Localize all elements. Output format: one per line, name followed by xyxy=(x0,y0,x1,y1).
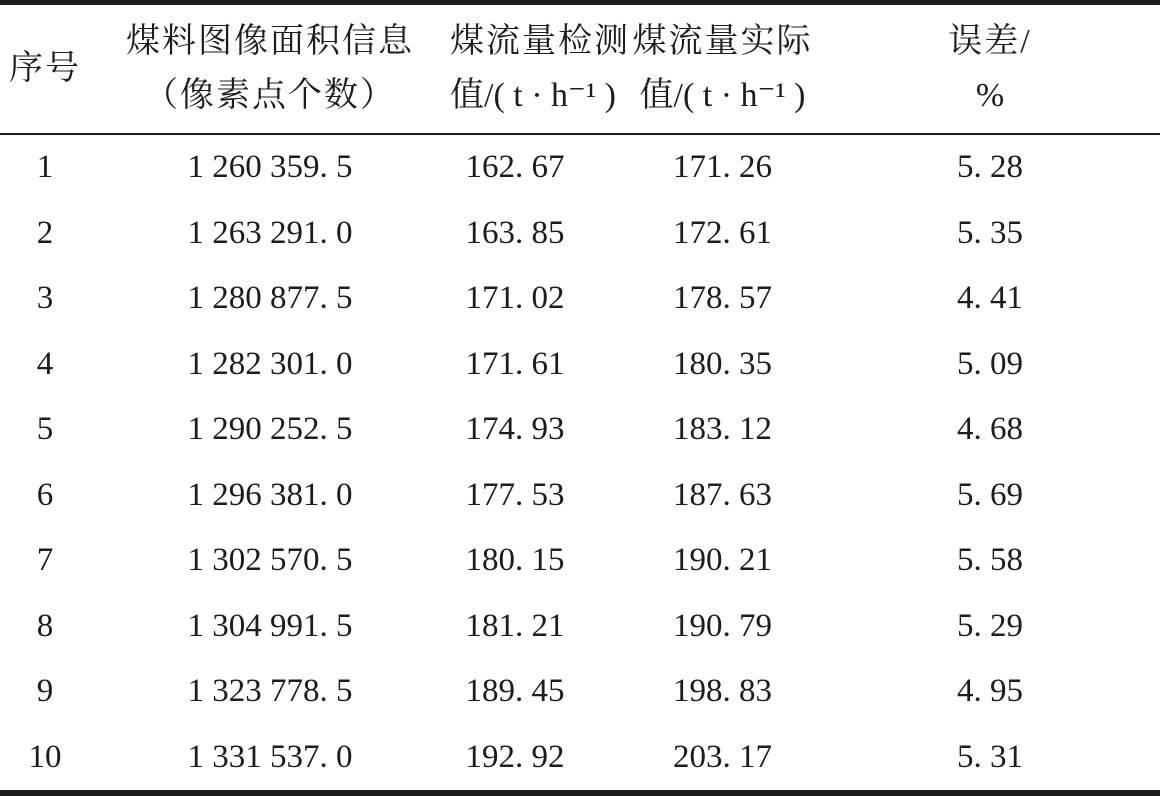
cell-area: 1 280 877. 5 xyxy=(187,280,353,317)
cell-area: 1 323 778. 5 xyxy=(187,673,353,710)
cell-error: 4. 95 xyxy=(957,673,1023,710)
cell-serial: 5 xyxy=(36,411,54,448)
column-header-detected xyxy=(450,3,630,135)
cell-serial: 3 xyxy=(36,280,54,317)
cell-actual: 198. 83 xyxy=(673,673,772,710)
cell-serial: 8 xyxy=(36,607,54,644)
column-header-error xyxy=(865,3,1160,135)
cell-area: 1 260 359. 5 xyxy=(187,149,353,186)
cell-error: 5. 31 xyxy=(957,738,1023,775)
header-error-unit: % xyxy=(975,77,1005,114)
cell-error: 5. 35 xyxy=(957,214,1023,251)
cell-actual: 178. 57 xyxy=(673,280,772,317)
cell-area: 1 296 381. 0 xyxy=(187,476,353,513)
table-header xyxy=(0,3,1160,135)
cell-error: 5. 58 xyxy=(957,542,1023,579)
cell-error: 4. 68 xyxy=(957,411,1023,448)
table-body xyxy=(0,134,1160,793)
table-row xyxy=(0,397,1160,463)
cell-actual: 183. 12 xyxy=(673,411,772,448)
header-detected-unit: 值/( t · h⁻¹ ) xyxy=(450,77,616,114)
cell-actual: 172. 61 xyxy=(673,214,772,251)
table-row xyxy=(0,463,1160,529)
cell-error: 5. 29 xyxy=(957,607,1023,644)
cell-actual: 171. 26 xyxy=(673,149,772,186)
cell-area: 1 263 291. 0 xyxy=(187,214,353,251)
cell-area: 1 304 991. 5 xyxy=(187,607,353,644)
cell-area: 1 331 537. 0 xyxy=(187,738,353,775)
cell-actual: 203. 17 xyxy=(673,738,772,775)
cell-detected: 177. 53 xyxy=(465,476,565,513)
cell-detected: 181. 21 xyxy=(465,607,565,644)
column-header-area xyxy=(90,3,450,135)
column-header-serial xyxy=(0,3,90,135)
cell-error: 5. 69 xyxy=(957,476,1023,513)
header-actual-label: 煤流量实际 xyxy=(632,23,813,60)
table-row xyxy=(0,201,1160,267)
cell-area: 1 290 252. 5 xyxy=(187,411,353,448)
header-serial-label: 序号 xyxy=(9,50,81,87)
header-error-label: 误差/ xyxy=(948,23,1032,60)
cell-serial: 2 xyxy=(36,214,54,251)
table-row xyxy=(0,528,1160,594)
cell-detected: 171. 61 xyxy=(465,345,565,382)
cell-error: 5. 09 xyxy=(957,345,1023,382)
cell-actual: 180. 35 xyxy=(673,345,772,382)
cell-detected: 180. 15 xyxy=(465,542,565,579)
header-area-sublabel: （像素点个数） xyxy=(144,77,396,114)
cell-detected: 189. 45 xyxy=(465,673,565,710)
cell-serial: 6 xyxy=(36,476,54,513)
cell-area: 1 282 301. 0 xyxy=(187,345,353,382)
cell-area: 1 302 570. 5 xyxy=(187,542,353,579)
header-row xyxy=(0,3,1160,135)
header-actual-unit: 值/( t · h⁻¹ ) xyxy=(639,77,806,114)
cell-actual: 190. 21 xyxy=(673,542,772,579)
cell-detected: 174. 93 xyxy=(465,411,565,448)
cell-serial: 9 xyxy=(36,673,54,710)
table-row xyxy=(0,266,1160,332)
table-row xyxy=(0,725,1160,794)
cell-error: 4. 41 xyxy=(957,280,1023,317)
cell-actual: 190. 79 xyxy=(673,607,772,644)
cell-serial: 10 xyxy=(28,738,62,775)
cell-serial: 7 xyxy=(36,542,54,579)
cell-detected: 171. 02 xyxy=(465,280,565,317)
cell-detected: 162. 67 xyxy=(465,149,565,186)
cell-detected: 163. 85 xyxy=(465,214,565,251)
header-area-label: 煤料图像面积信息 xyxy=(126,23,414,60)
cell-detected: 192. 92 xyxy=(465,738,565,775)
cell-serial: 1 xyxy=(36,149,54,186)
table-row xyxy=(0,332,1160,398)
header-detected-label: 煤流量检测 xyxy=(450,23,630,60)
cell-actual: 187. 63 xyxy=(673,476,772,513)
cell-serial: 4 xyxy=(36,345,54,382)
table-row xyxy=(0,659,1160,725)
cell-error: 5. 28 xyxy=(957,149,1023,186)
table-row xyxy=(0,594,1160,660)
table-row xyxy=(0,134,1160,201)
